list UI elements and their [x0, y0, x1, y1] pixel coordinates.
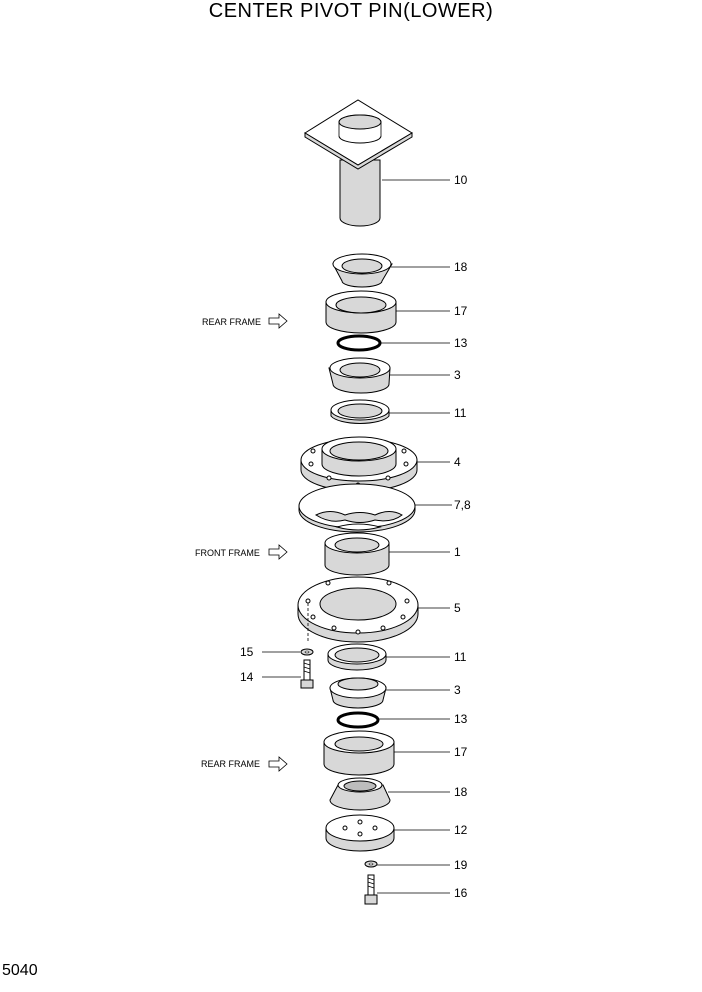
- page-number: 5040: [2, 962, 38, 979]
- part-3-upper: [329, 358, 450, 393]
- callout-19: 19: [454, 858, 468, 872]
- part-10-pin: [305, 100, 450, 226]
- part-11-upper: [331, 400, 450, 423]
- part-11-lower: [328, 644, 450, 670]
- part-4-housing: [301, 437, 450, 491]
- part-19-washer: [365, 861, 450, 867]
- callout-1: 1: [454, 545, 461, 559]
- callout-18-lower: 18: [454, 785, 468, 799]
- callout-5: 5: [454, 601, 461, 615]
- callout-18-upper: 18: [454, 260, 468, 274]
- callout-10: 10: [454, 173, 468, 187]
- callout-14: 14: [240, 670, 254, 684]
- part-14-bolt: [262, 660, 313, 688]
- rear-frame-bottom-arrow-icon: [269, 757, 287, 771]
- callout-3-upper: 3: [454, 368, 461, 382]
- page-title: CENTER PIVOT PIN(LOWER): [208, 0, 494, 22]
- callout-7-8: 7,8: [454, 498, 471, 512]
- callout-4: 4: [454, 455, 461, 469]
- callout-3-lower: 3: [454, 683, 461, 697]
- rear-frame-top-arrow-icon: [269, 314, 287, 328]
- part-1-bushing: [325, 533, 450, 575]
- callout-17-lower: 17: [454, 745, 468, 759]
- callout-17-upper: 17: [454, 304, 468, 318]
- callout-11-upper: 11: [454, 406, 467, 420]
- front-frame-label: FRONT FRAME: [195, 548, 260, 558]
- callout-16: 16: [454, 886, 468, 900]
- part-16-bolt: [365, 875, 450, 904]
- rear-frame-bottom-label: REAR FRAME: [201, 759, 261, 769]
- callout-13-upper: 13: [454, 336, 468, 350]
- part-17-upper: [326, 291, 450, 333]
- callout-11-lower: 11: [454, 650, 467, 664]
- callout-13-lower: 13: [454, 712, 468, 726]
- part-12-cap: [326, 815, 450, 851]
- rear-frame-top-label: REAR FRAME: [202, 317, 262, 327]
- part-18-lower: [330, 778, 450, 810]
- callout-15: 15: [240, 645, 254, 659]
- callout-12: 12: [454, 823, 468, 837]
- part-3-lower: [330, 678, 450, 708]
- part-5-flange: [298, 577, 450, 643]
- front-frame-arrow-icon: [269, 545, 287, 559]
- part-15-washer: [262, 649, 313, 655]
- part-7-8-shim: [299, 484, 452, 532]
- part-18-upper: [333, 254, 450, 287]
- part-13-lower: [338, 713, 450, 727]
- part-17-lower: [324, 731, 450, 775]
- part-13-upper: [338, 336, 450, 350]
